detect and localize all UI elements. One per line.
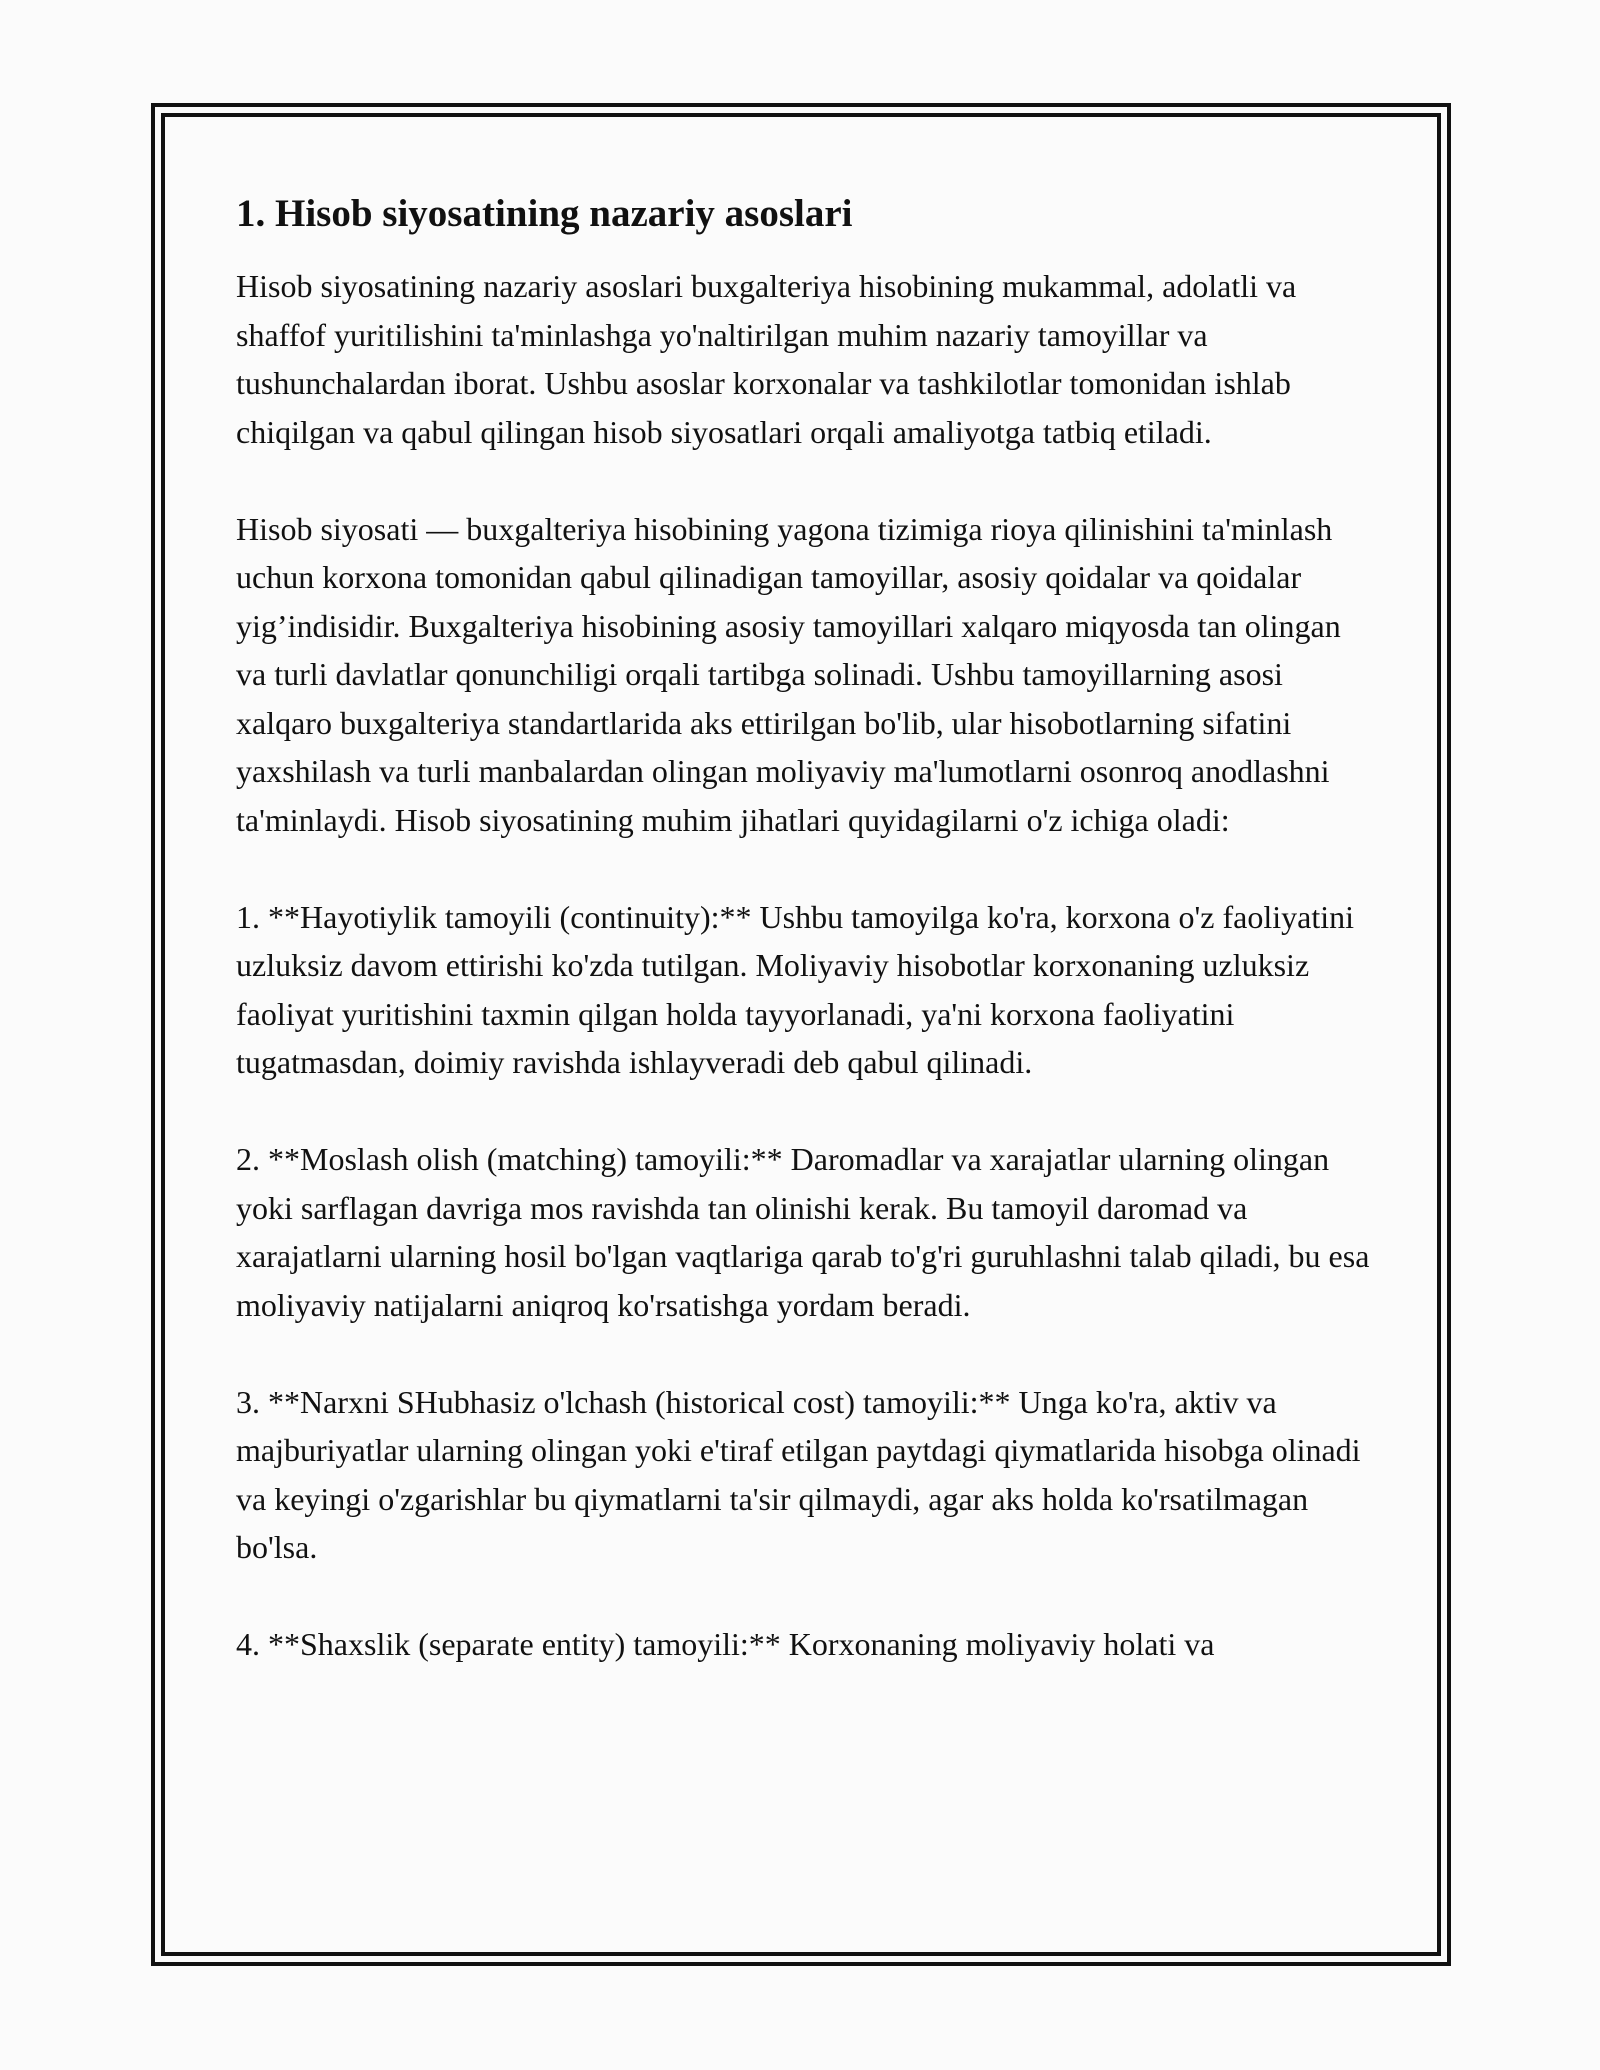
paragraph-intro: Hisob siyosatining nazariy asoslari buxgalteriya hisobining mukammal, adolatli va shaffof yuritilishini ta'minlashga yo'naltirilgan muhim nazariy tamoyillar va tushunchalardan iborat. Ushbu asoslar korxonalar va tashkilotlar tomonidan ishlab chiqilgan va qabul qilingan hisob siyosatlari orqali amaliyotga tatbiq etiladi. — [236, 268, 1297, 450]
paragraph-principle-historical-cost: 3. **Narxni SHubhasiz o'lchash (historical cost) tamoyili:** Unga ko'ra, aktiv va majburiyatlar ularning olingan yoki e'tiraf etilgan paytdagi qiymatlarida hisobga olinadi va keyingi o'zgarishlar bu qiymatlarni ta'sir qilmaydi, agar aks holda ko'rsatilmagan bo'lsa. — [236, 1383, 1361, 1565]
section-heading: 1. Hisob siyosatining nazariy asoslari — [236, 192, 853, 235]
paragraph-principle-continuity: 1. **Hayotiylik tamoyili (continuity):** Ushbu tamoyilga ko'ra, korxona o'z faoliyatini uzluksiz davom ettirishi ko'zda tutilgan. Moliyaviy hisobotlar korxonaning uzluksiz faoliyat yuritishini taxmin qilgan holda tayyorlanadi, ya'ni korxona faoliyatini tugatmasdan, doimiy ravishda ishlayveradi deb qabul qilinadi. — [236, 898, 1354, 1080]
paragraph-definition: Hisob siyosati — buxgalteriya hisobining yagona tizimiga rioya qilinishini ta'minlash uchun korxona tomonidan qabul qilinadigan tamoyillar, asosiy qoidalar va qoidalar yig’indisidir. Buxgalteriya hisobining asosiy tamoyillari xalqaro miqyosda tan olingan va turli davlatlar qonunchiligi orqali tartibga solinadi. Ushbu tamoyillarning asosi xalqaro buxgalteriya standartlarida aks ettirilgan bo'lib, ular hisobotlarning sifatini yaxshilash va turli manbalardan olingan moliyaviy ma'lumotlarni osonroq anodlashni ta'minlaydi. Hisob siyosatining muhim jihatlari quyidagilarni o'z ichiga oladi: — [236, 510, 1341, 838]
document-body — [236, 186, 1376, 1717]
paragraph-principle-matching: 2. **Moslash olish (matching) tamoyili:** Daromadlar va xarajatlar ularning olingan yoki sarflagan davriga mos ravishda tan olinishi kerak. Bu tamoyil daromad va xarajatlarni ularning hosil bo'lgan vaqtlariga qarab to'g'ri guruhlashni talab qiladi, bu esa moliyaviy natijalarni aniqroq ko'rsatishga yordam beradi. — [236, 1141, 1370, 1323]
paragraph-principle-separate-entity: 4. **Shaxslik (separate entity) tamoyili:** Korxonaning moliyaviy holati va — [236, 1626, 1215, 1662]
